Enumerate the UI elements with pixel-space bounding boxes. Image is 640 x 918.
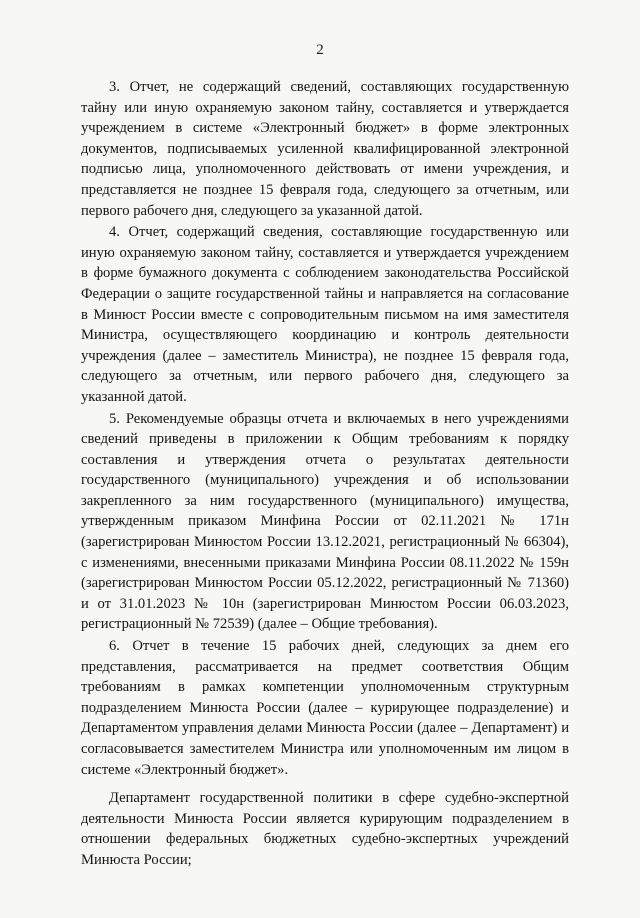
paragraph-4: 4. Отчет, содержащий сведения, составляющие государственную или иную охраняемую законом тайну, составляется и утверждается учреждением в форме бумажного документа с соблюдением законодательства Российской Федерации о защите государственной тайны и направляется на согласование в Минюст России вместе с сопроводительным письмом на имя заместителя Министра, осуществляющего координацию и контроль деятельности учреждения (далее – заместитель Министра), не позднее 15 февраля года, следующего за отчетным, или первого рабочего дня, следующего за указанной датой. [81, 224, 569, 405]
page-number: 2 [316, 42, 324, 58]
document-body [81, 77, 569, 871]
paragraph-5: 5. Рекомендуемые образцы отчета и включаемых в него учреждениями сведений приведены в приложении к Общим требованиям к порядку составления и утверждения отчета о результатах деятельности государственного (муниципального) учреждения и об использовании закрепленного за ним государственного (муниципального) имущества, утвержденным приказом Минфина России от 02.11.2021 № 171н (зарегистрирован Минюстом России 13.12.2021, регистрационный № 66304), с изменениями, внесенными приказами Минфина России 08.11.2022 № 159н (зарегистрирован Минюстом России 05.12.2022, регистрационный № 71360) и от 31.01.2023 № 10н (зарегистрирован Минюстом России 06.03.2023, регистрационный № 72539) (далее – Общие требования). [81, 410, 569, 633]
paragraph-department: Департамент государственной политики в сфере судебно-экспертной деятельности Минюста России является курирующим подразделением в отношении федеральных бюджетных судебно-экспертных учреждений Минюста России; [81, 790, 569, 868]
paragraph-6: 6. Отчет в течение 15 рабочих дней, следующих за днем его представления, рассматривается на предмет соответствия Общим требованиям в рамках компетенции уполномоченным структурным подразделением Минюста России (далее – курирующее подразделение) и Департаментом управления делами Минюста России (далее – Департамент) и согласовывается заместителем Министра или уполномоченным им лицом в системе «Электронный бюджет». [81, 638, 569, 778]
paragraph-3: 3. Отчет, не содержащий сведений, составляющих государственную тайну или иную охраняемую законом тайну, составляется и утверждается учреждением в системе «Электронный бюджет» в форме электронных документов, подписываемых усиленной квалифицированной электронной подписью лица, уполномоченного действовать от имени учреждения, и представляется не позднее 15 февраля года, следующего за отчетным, или первого рабочего дня, следующего за указанной датой. [81, 79, 569, 219]
